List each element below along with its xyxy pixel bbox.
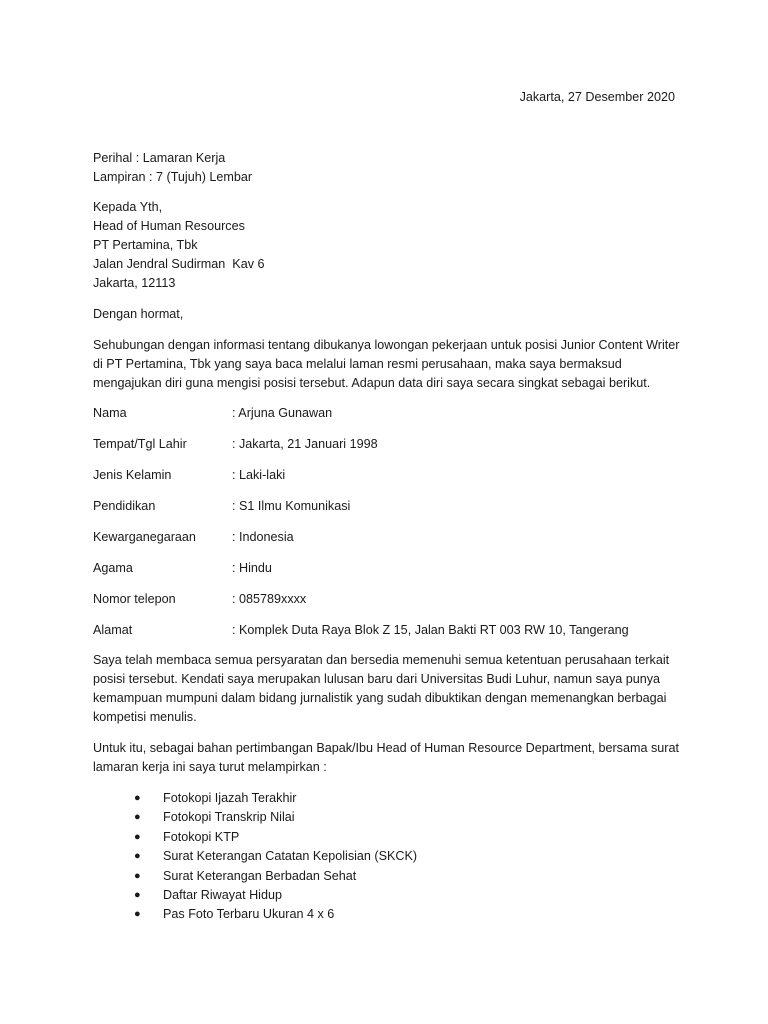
detail-value: : Arjuna Gunawan bbox=[232, 406, 333, 420]
attachment-item: Pas Foto Terbaru Ukuran 4 x 6 bbox=[163, 907, 335, 922]
attachment-list bbox=[134, 789, 654, 925]
detail-label: Pendidikan bbox=[93, 499, 156, 513]
detail-label: Alamat bbox=[93, 623, 133, 637]
attachment-item: Daftar Riwayat Hidup bbox=[163, 888, 282, 903]
detail-label: Kewarganegaraan bbox=[93, 530, 196, 544]
recipient-line: Head of Human Resources bbox=[93, 219, 245, 233]
greeting: Dengan hormat, bbox=[93, 307, 184, 321]
bullet-icon: ● bbox=[134, 889, 141, 902]
detail-row bbox=[93, 435, 683, 466]
attachment-item: Fotokopi Ijazah Terakhir bbox=[163, 791, 297, 805]
bullet-icon: ● bbox=[134, 792, 141, 804]
detail-row bbox=[93, 621, 683, 652]
detail-label: Agama bbox=[93, 561, 133, 575]
list-item bbox=[134, 847, 654, 866]
list-item bbox=[134, 867, 654, 886]
list-item bbox=[134, 808, 654, 827]
bullet-icon: ● bbox=[134, 811, 141, 824]
detail-row bbox=[93, 559, 683, 590]
attachment-item: Fotokopi KTP bbox=[163, 829, 240, 844]
subject-perihal: Perihal : Lamaran Kerja bbox=[93, 151, 226, 165]
recipient-line: PT Pertamina, Tbk bbox=[93, 238, 198, 252]
list-item bbox=[134, 789, 654, 808]
list-item bbox=[134, 905, 654, 924]
detail-value: : Komplek Duta Raya Blok Z 15, Jalan Bakti RT 003 RW 10, Tangerang bbox=[232, 623, 629, 637]
detail-value: : Laki-laki bbox=[232, 468, 286, 482]
attachment-intro-paragraph: Untuk itu, sebagai bahan pertimbangan Bapak/Ibu Head of Human Resource Department, bersama surat lamaran kerja ini saya turut melampirkan : bbox=[93, 741, 679, 774]
detail-row bbox=[93, 404, 683, 435]
bullet-icon: ● bbox=[134, 830, 141, 843]
attachment-item: Surat Keterangan Catatan Kepolisian (SKCK) bbox=[163, 849, 418, 864]
detail-label: Jenis Kelamin bbox=[93, 468, 172, 482]
qualification-paragraph: Saya telah membaca semua persyaratan dan bersedia memenuhi semua ketentuan perusahaan terkait posisi tersebut. Kendati saya merupakan lulusan baru dari Universitas Budi Luhur, namun saya punya kemampuan mumpuni dalam bidang jurnalistik yang sudah dibuktikan dengan memenangkan berbagai kompetisi menulis. bbox=[93, 653, 670, 724]
intro-paragraph: Sehubungan dengan informasi tentang dibukanya lowongan pekerjaan untuk posisi Junior Content Writer di PT Pertamina, Tbk yang saya baca melalui laman resmi perusahaan, maka saya bermaksud mengajukan diri guna mengisi posisi tersebut. Adapun data diri saya secara singkat sebagai berikut. bbox=[93, 338, 680, 390]
detail-value: : Hindu bbox=[232, 561, 272, 575]
detail-label: Nomor telepon bbox=[93, 592, 176, 606]
recipient-line: Jalan Jendral Sudirman Kav 6 bbox=[93, 257, 265, 271]
bullet-icon: ● bbox=[134, 869, 141, 882]
recipient-line: Kepada Yth, bbox=[93, 200, 163, 214]
detail-value: : Indonesia bbox=[232, 530, 294, 544]
subject-block bbox=[93, 149, 683, 187]
recipient-line: Jakarta, 12113 bbox=[93, 276, 176, 290]
attachment-item: Fotokopi Transkrip Nilai bbox=[163, 810, 295, 825]
detail-value: : 085789xxxx bbox=[232, 592, 307, 606]
letter-date: Jakarta, 27 Desember 2020 bbox=[519, 90, 675, 104]
detail-row bbox=[93, 466, 683, 497]
list-item bbox=[134, 886, 654, 905]
detail-row bbox=[93, 528, 683, 559]
list-item bbox=[134, 828, 654, 847]
detail-value: : S1 Ilmu Komunikasi bbox=[232, 499, 351, 513]
bullet-icon: ● bbox=[134, 850, 141, 863]
bullet-icon: ● bbox=[134, 908, 141, 921]
detail-label: Tempat/Tgl Lahir bbox=[93, 437, 187, 451]
attachment-item: Surat Keterangan Berbadan Sehat bbox=[163, 868, 357, 883]
personal-details bbox=[93, 404, 683, 652]
detail-label: Nama bbox=[93, 406, 127, 420]
detail-row bbox=[93, 497, 683, 528]
recipient-address bbox=[93, 198, 683, 293]
detail-value: : Jakarta, 21 Januari 1998 bbox=[232, 437, 378, 451]
detail-row bbox=[93, 590, 683, 621]
subject-lampiran: Lampiran : 7 (Tujuh) Lembar bbox=[93, 170, 253, 184]
